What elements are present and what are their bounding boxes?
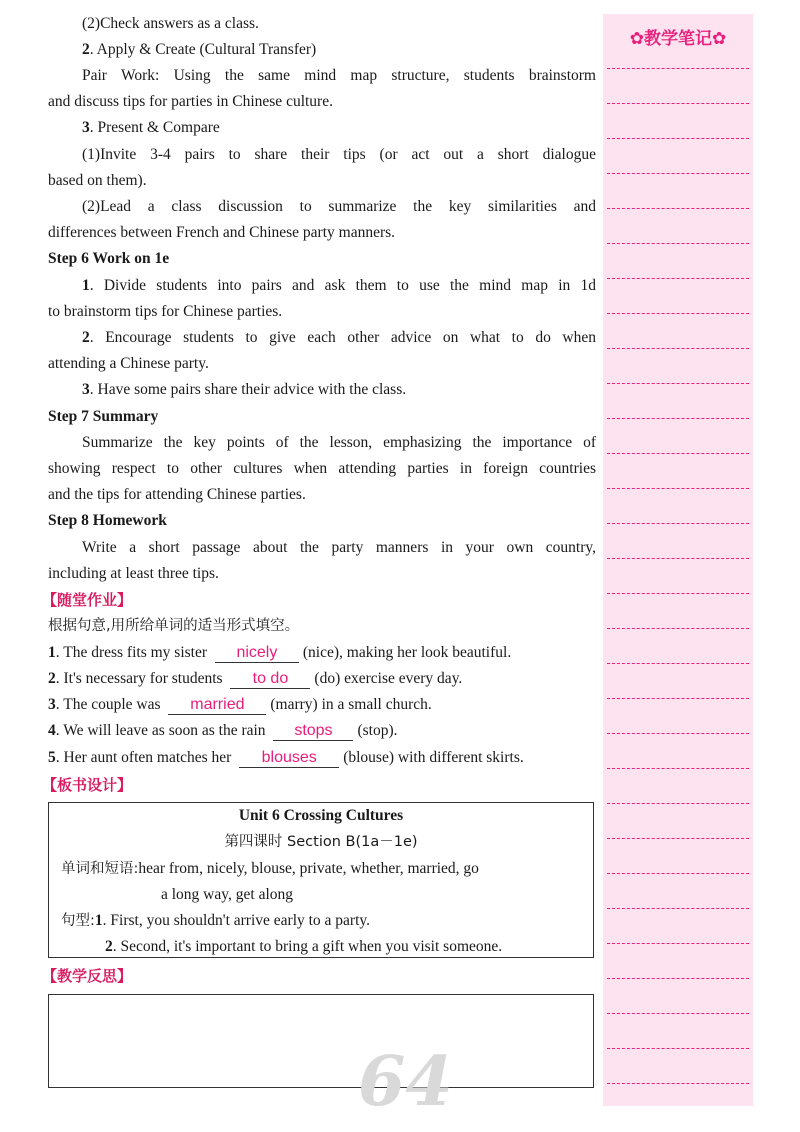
notes-ruling-line xyxy=(607,103,749,104)
item-number: 1 xyxy=(82,277,90,294)
item-text: (do) exercise every day. xyxy=(314,670,463,687)
text-line: based on them). xyxy=(48,172,147,189)
text-line: Pair Work: Using the same mind map structure, students brainstorm xyxy=(82,67,596,84)
notes-ruling-line xyxy=(607,453,749,454)
vocab-label: 单词和短语: xyxy=(61,861,139,877)
notes-ruling-line xyxy=(607,978,749,979)
sentence-text: . First, you shouldn't arrive early to a party. xyxy=(102,912,371,929)
notes-ruling-line xyxy=(607,1083,749,1084)
vocab-list: hear from, nicely, blouse, private, whether, married, go xyxy=(138,860,479,877)
exercise-item xyxy=(48,643,511,663)
page-number: 64 xyxy=(358,1042,453,1122)
notes-ruling-line xyxy=(607,908,749,909)
notes-ruling-line xyxy=(607,68,749,69)
notes-ruling-line xyxy=(607,173,749,174)
item-number: 2 xyxy=(105,938,113,955)
answer-blank: married xyxy=(168,696,266,715)
step-heading: Step 6 Work on 1e xyxy=(48,250,170,267)
sentence-label: 句型: xyxy=(61,913,95,929)
vocab-line xyxy=(61,859,479,879)
text-line: including at least three tips. xyxy=(48,565,219,582)
notes-title: ✿教学笔记✿ xyxy=(629,29,727,49)
notes-ruling-line xyxy=(607,418,749,419)
item-text: (nice), making her look beautiful. xyxy=(302,644,512,661)
text-line xyxy=(82,40,316,60)
notes-ruling-line xyxy=(607,348,749,349)
text-line: and the tips for attending Chinese parties. xyxy=(48,486,306,503)
step-heading: Step 8 Homework xyxy=(48,512,167,529)
item-number: 1 xyxy=(94,912,103,929)
item-text: . It's necessary for students xyxy=(55,670,227,687)
item-number: 4 xyxy=(48,722,56,739)
reflection-heading: 【教学反思】 xyxy=(42,967,133,985)
text-line: attending a Chinese party. xyxy=(48,355,209,372)
notes-ruling-line xyxy=(607,943,749,944)
sentence-line xyxy=(105,937,502,957)
notes-ruling-line xyxy=(607,138,749,139)
text-line xyxy=(82,328,596,348)
item-text: . The couple was xyxy=(55,696,165,713)
item-number: 3 xyxy=(82,381,90,398)
board-title: Unit 6 Crossing Cultures xyxy=(238,807,404,824)
notes-ruling-line xyxy=(607,313,749,314)
text-line: Write a short passage about the party manners in your own country, xyxy=(82,539,596,556)
notes-ruling-line xyxy=(607,1048,749,1049)
step-heading: Step 7 Summary xyxy=(48,408,159,425)
answer-blank: nicely xyxy=(215,644,299,663)
exercise-item xyxy=(48,748,524,768)
notes-ruling-line xyxy=(607,733,749,734)
text-line: and discuss tips for parties in Chinese culture. xyxy=(48,93,333,110)
notes-ruling-line xyxy=(607,558,749,559)
notes-ruling-line xyxy=(607,873,749,874)
item-number: 3 xyxy=(48,696,56,713)
notes-ruling-line xyxy=(607,838,749,839)
exercise-item xyxy=(48,669,462,689)
exercise-instruction: 根据句意,用所给单词的适当形式填空。 xyxy=(48,618,300,634)
notes-ruling-line xyxy=(607,278,749,279)
notes-ruling-line xyxy=(607,593,749,594)
notes-ruling-line xyxy=(607,663,749,664)
exercise-heading: 【随堂作业】 xyxy=(42,591,133,609)
notes-ruling-line xyxy=(607,803,749,804)
text-line: to brainstorm tips for Chinese parties. xyxy=(48,303,283,320)
item-number: 2 xyxy=(82,41,90,58)
notes-ruling-line xyxy=(607,1013,749,1014)
item-text: (marry) in a small church. xyxy=(270,696,432,713)
item-text: . Divide students into pairs and ask them to use the mind map in 1d xyxy=(89,277,596,294)
text-line: (2)Lead a class discussion to summarize the key similarities and xyxy=(82,198,596,215)
item-text: . Present & Compare xyxy=(89,119,220,136)
notes-ruling-line xyxy=(607,698,749,699)
text-line: (1)Invite 3-4 pairs to share their tips (or act out a short dialogue xyxy=(82,146,596,163)
board-heading: 【板书设计】 xyxy=(42,776,133,794)
answer-blank: stops xyxy=(273,722,353,741)
notes-ruling-line xyxy=(607,488,749,489)
item-number: 2 xyxy=(82,329,90,346)
item-number: 2 xyxy=(48,670,56,687)
board-subtitle: 第四课时 Section B(1a－1e) xyxy=(224,834,418,850)
notes-ruling-line xyxy=(607,243,749,244)
vocab-line: a long way, get along xyxy=(161,886,293,903)
item-text: (stop). xyxy=(357,722,398,739)
notes-sidebar xyxy=(603,14,753,1106)
item-number: 5 xyxy=(48,749,56,766)
item-text: . Her aunt often matches her xyxy=(55,749,236,766)
text-line: (2)Check answers as a class. xyxy=(82,15,259,32)
notes-ruling-line xyxy=(607,523,749,524)
item-text: . Encourage students to give each other advice on what to do when xyxy=(89,329,596,346)
sentence-line xyxy=(61,911,370,931)
answer-blank: blouses xyxy=(239,749,339,768)
notes-ruling-line xyxy=(607,383,749,384)
text-line xyxy=(82,118,220,138)
text-line xyxy=(82,276,596,296)
item-text: (blouse) with different skirts. xyxy=(343,749,524,766)
board-design-box xyxy=(48,802,594,958)
text-line: showing respect to other cultures when attending parties in foreign countries xyxy=(48,460,596,477)
item-number: 3 xyxy=(82,119,90,136)
notes-ruling-line xyxy=(607,208,749,209)
item-number: 1 xyxy=(48,644,56,661)
item-text: . We will leave as soon as the rain xyxy=(55,722,270,739)
sentence-text: . Second, it's important to bring a gift when you visit someone. xyxy=(112,938,503,955)
text-line: differences between French and Chinese party manners. xyxy=(48,224,396,241)
item-text: . Have some pairs share their advice with the class. xyxy=(89,381,407,398)
notes-ruling-line xyxy=(607,628,749,629)
item-text: . Apply & Create (Cultural Transfer) xyxy=(89,41,317,58)
notes-ruling-line xyxy=(607,768,749,769)
exercise-item xyxy=(48,721,397,741)
item-text: . The dress fits my sister xyxy=(55,644,211,661)
exercise-item xyxy=(48,695,432,715)
text-line xyxy=(82,380,406,400)
reflection-box xyxy=(48,994,594,1088)
answer-blank: to do xyxy=(230,670,310,689)
text-line: Summarize the key points of the lesson, emphasizing the importance of xyxy=(82,434,596,451)
